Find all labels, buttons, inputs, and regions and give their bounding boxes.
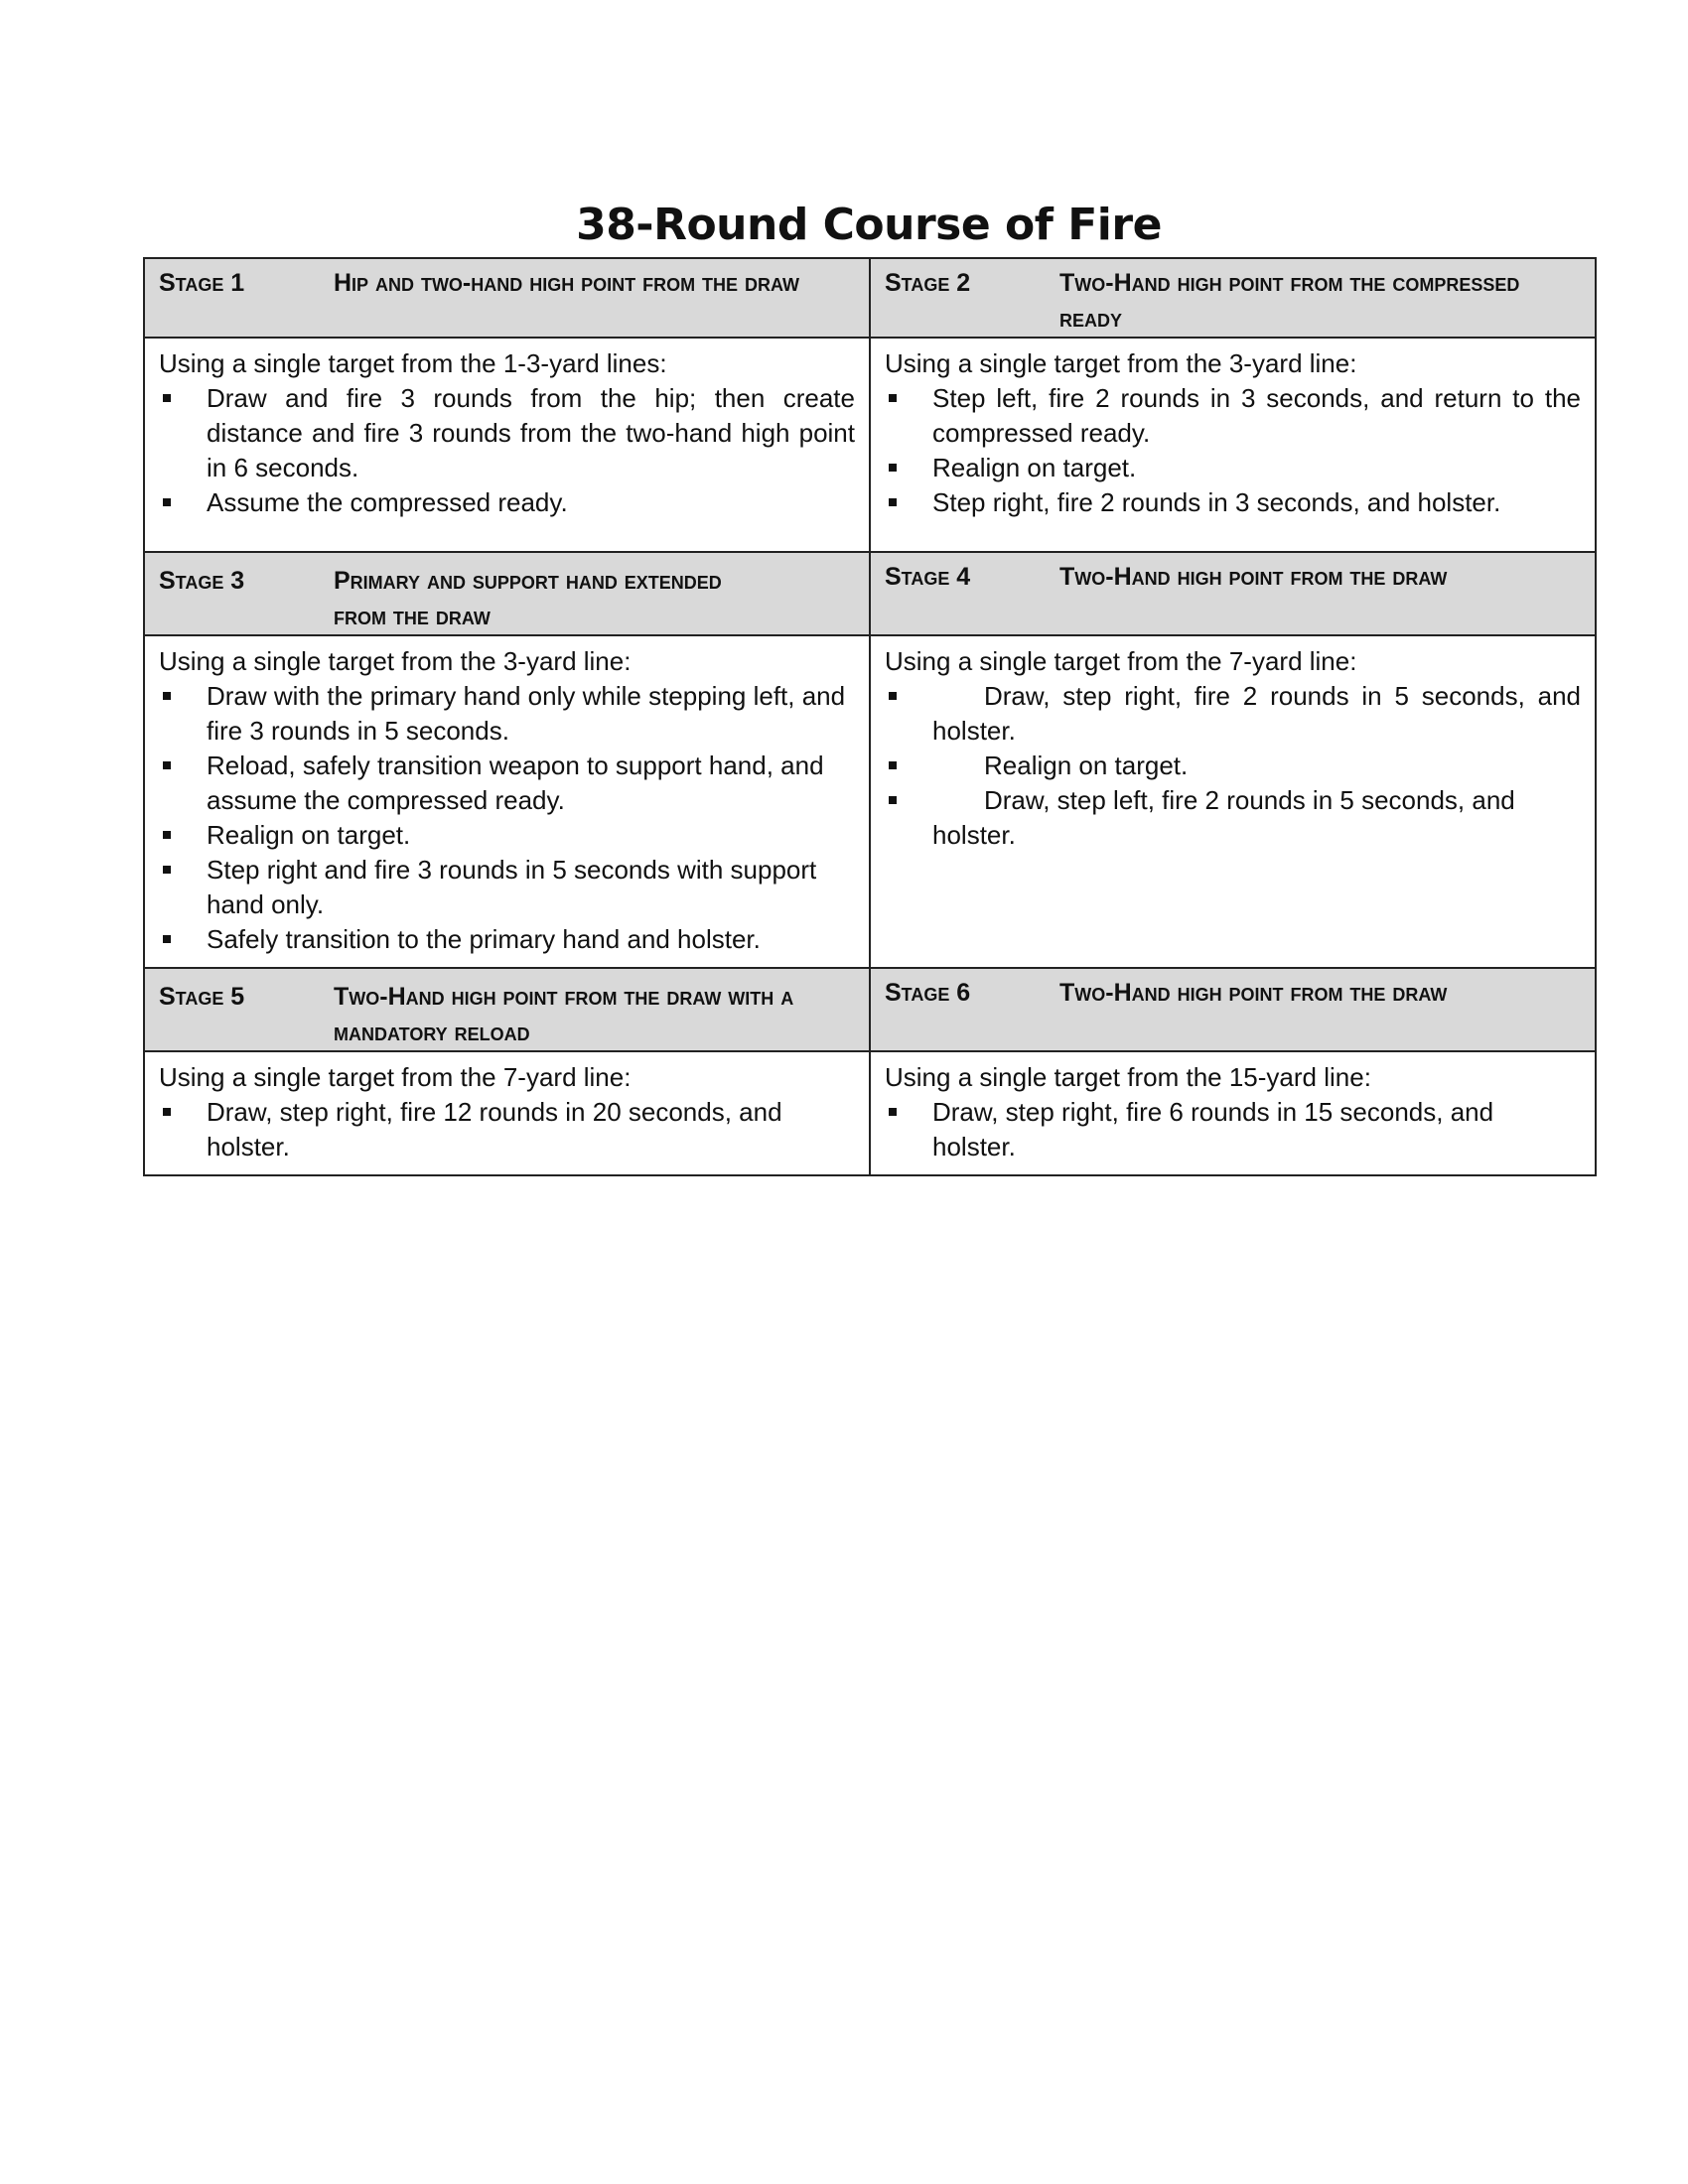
step-text: Step left, fire 2 rounds in 3 seconds, and return to the compressed ready. bbox=[932, 383, 1581, 448]
course-of-fire-table bbox=[143, 257, 1597, 1176]
list-item bbox=[159, 381, 855, 485]
list-item bbox=[885, 1095, 1581, 1164]
square-bullet-icon bbox=[889, 394, 897, 402]
stage-2-header bbox=[870, 258, 1596, 338]
stage-1-header bbox=[144, 258, 870, 338]
stage-3-header bbox=[144, 552, 870, 635]
square-bullet-icon bbox=[163, 935, 171, 943]
step-text: Assume the compressed ready. bbox=[207, 487, 568, 517]
step-text: Draw with the primary hand only while stepping left, and fire 3 rounds in 5 seconds. bbox=[207, 681, 846, 746]
list-item bbox=[885, 381, 1581, 451]
step-text: Draw and fire 3 rounds from the hip; then create distance and fire 3 rounds from the two-hand high point in 6 seconds. bbox=[207, 383, 855, 482]
stage-body-row bbox=[144, 338, 1596, 552]
stage-label: Stage 2 bbox=[885, 269, 971, 297]
square-bullet-icon bbox=[163, 831, 171, 839]
square-bullet-icon bbox=[163, 866, 171, 874]
stage-steps bbox=[885, 381, 1581, 520]
square-bullet-icon bbox=[163, 692, 171, 700]
list-item bbox=[159, 679, 855, 749]
square-bullet-icon bbox=[889, 498, 897, 506]
step-text: Step right and fire 3 rounds in 5 seconds with support hand only. bbox=[207, 855, 817, 919]
list-item bbox=[885, 783, 1581, 853]
step-text: Realign on target. bbox=[932, 453, 1137, 482]
list-item bbox=[159, 922, 855, 957]
stage-steps bbox=[159, 1095, 855, 1164]
list-item bbox=[159, 818, 855, 853]
stage-header-row bbox=[144, 968, 1596, 1051]
square-bullet-icon bbox=[889, 1108, 897, 1116]
stage-4-body bbox=[870, 635, 1596, 968]
square-bullet-icon bbox=[889, 692, 897, 700]
square-bullet-icon bbox=[163, 498, 171, 506]
square-bullet-icon bbox=[889, 796, 897, 804]
step-text: Draw, step right, fire 2 rounds in 5 seconds, and holster. bbox=[932, 681, 1581, 746]
stage-3-body bbox=[144, 635, 870, 968]
stage-steps bbox=[159, 679, 855, 957]
list-item bbox=[159, 749, 855, 818]
stage-label: Stage 4 bbox=[885, 563, 971, 591]
stage-body-row bbox=[144, 635, 1596, 968]
step-text: Safely transition to the primary hand and holster. bbox=[207, 924, 761, 954]
stage-heading: Two-Hand high point from the draw with a mandatory reload bbox=[334, 983, 794, 1046]
stage-label: Stage 5 bbox=[159, 983, 245, 1011]
stage-heading: Two-Hand high point from the compressed ready bbox=[1059, 269, 1520, 333]
step-text: Realign on target. bbox=[984, 751, 1189, 780]
stage-header-row bbox=[144, 258, 1596, 338]
stage-intro: Using a single target from the 7-yard line: bbox=[159, 1062, 632, 1092]
stage-body-row bbox=[144, 1051, 1596, 1175]
square-bullet-icon bbox=[163, 1108, 171, 1116]
stage-heading: Primary and support hand extended from the draw bbox=[334, 567, 722, 630]
stage-intro: Using a single target from the 7-yard line: bbox=[885, 646, 1357, 676]
square-bullet-icon bbox=[889, 761, 897, 769]
step-text: Draw, step left, fire 2 rounds in 5 seconds, and holster. bbox=[932, 785, 1515, 850]
square-bullet-icon bbox=[163, 761, 171, 769]
stage-intro: Using a single target from the 1-3-yard lines: bbox=[159, 348, 667, 378]
stage-label: Stage 1 bbox=[159, 269, 245, 297]
list-item bbox=[885, 679, 1581, 749]
stage-heading: Two-Hand high point from the draw bbox=[1059, 979, 1448, 1007]
stage-6-header bbox=[870, 968, 1596, 1051]
step-text: Step right, fire 2 rounds in 3 seconds, and holster. bbox=[932, 487, 1501, 517]
stage-steps bbox=[159, 381, 855, 520]
stage-5-header bbox=[144, 968, 870, 1051]
page-title: 38-Round Course of Fire bbox=[576, 200, 1162, 250]
list-item bbox=[159, 853, 855, 922]
stage-header-row bbox=[144, 552, 1596, 635]
step-text: Reload, safely transition weapon to support hand, and assume the compressed ready. bbox=[207, 751, 824, 815]
stage-6-body bbox=[870, 1051, 1596, 1175]
stage-heading: Two-Hand high point from the draw bbox=[1059, 563, 1448, 591]
stage-steps bbox=[885, 1095, 1581, 1164]
stage-2-body bbox=[870, 338, 1596, 552]
stage-5-body bbox=[144, 1051, 870, 1175]
stage-1-body bbox=[144, 338, 870, 552]
stage-intro: Using a single target from the 3-yard line: bbox=[885, 348, 1357, 378]
stage-intro: Using a single target from the 3-yard line: bbox=[159, 646, 632, 676]
stage-heading: Hip and two-hand high point from the draw bbox=[334, 269, 799, 297]
stage-label: Stage 3 bbox=[159, 567, 245, 595]
stage-label: Stage 6 bbox=[885, 979, 971, 1007]
list-item bbox=[885, 451, 1581, 485]
step-text: Draw, step right, fire 6 rounds in 15 seconds, and holster. bbox=[932, 1097, 1494, 1161]
list-item bbox=[885, 749, 1581, 783]
list-item bbox=[159, 485, 855, 520]
step-text: Realign on target. bbox=[207, 820, 411, 850]
stage-intro: Using a single target from the 15-yard line: bbox=[885, 1062, 1371, 1092]
list-item bbox=[885, 485, 1581, 520]
step-text: Draw, step right, fire 12 rounds in 20 seconds, and holster. bbox=[207, 1097, 782, 1161]
square-bullet-icon bbox=[889, 464, 897, 472]
stage-steps bbox=[885, 679, 1581, 853]
stage-4-header bbox=[870, 552, 1596, 635]
square-bullet-icon bbox=[163, 394, 171, 402]
list-item bbox=[159, 1095, 855, 1164]
